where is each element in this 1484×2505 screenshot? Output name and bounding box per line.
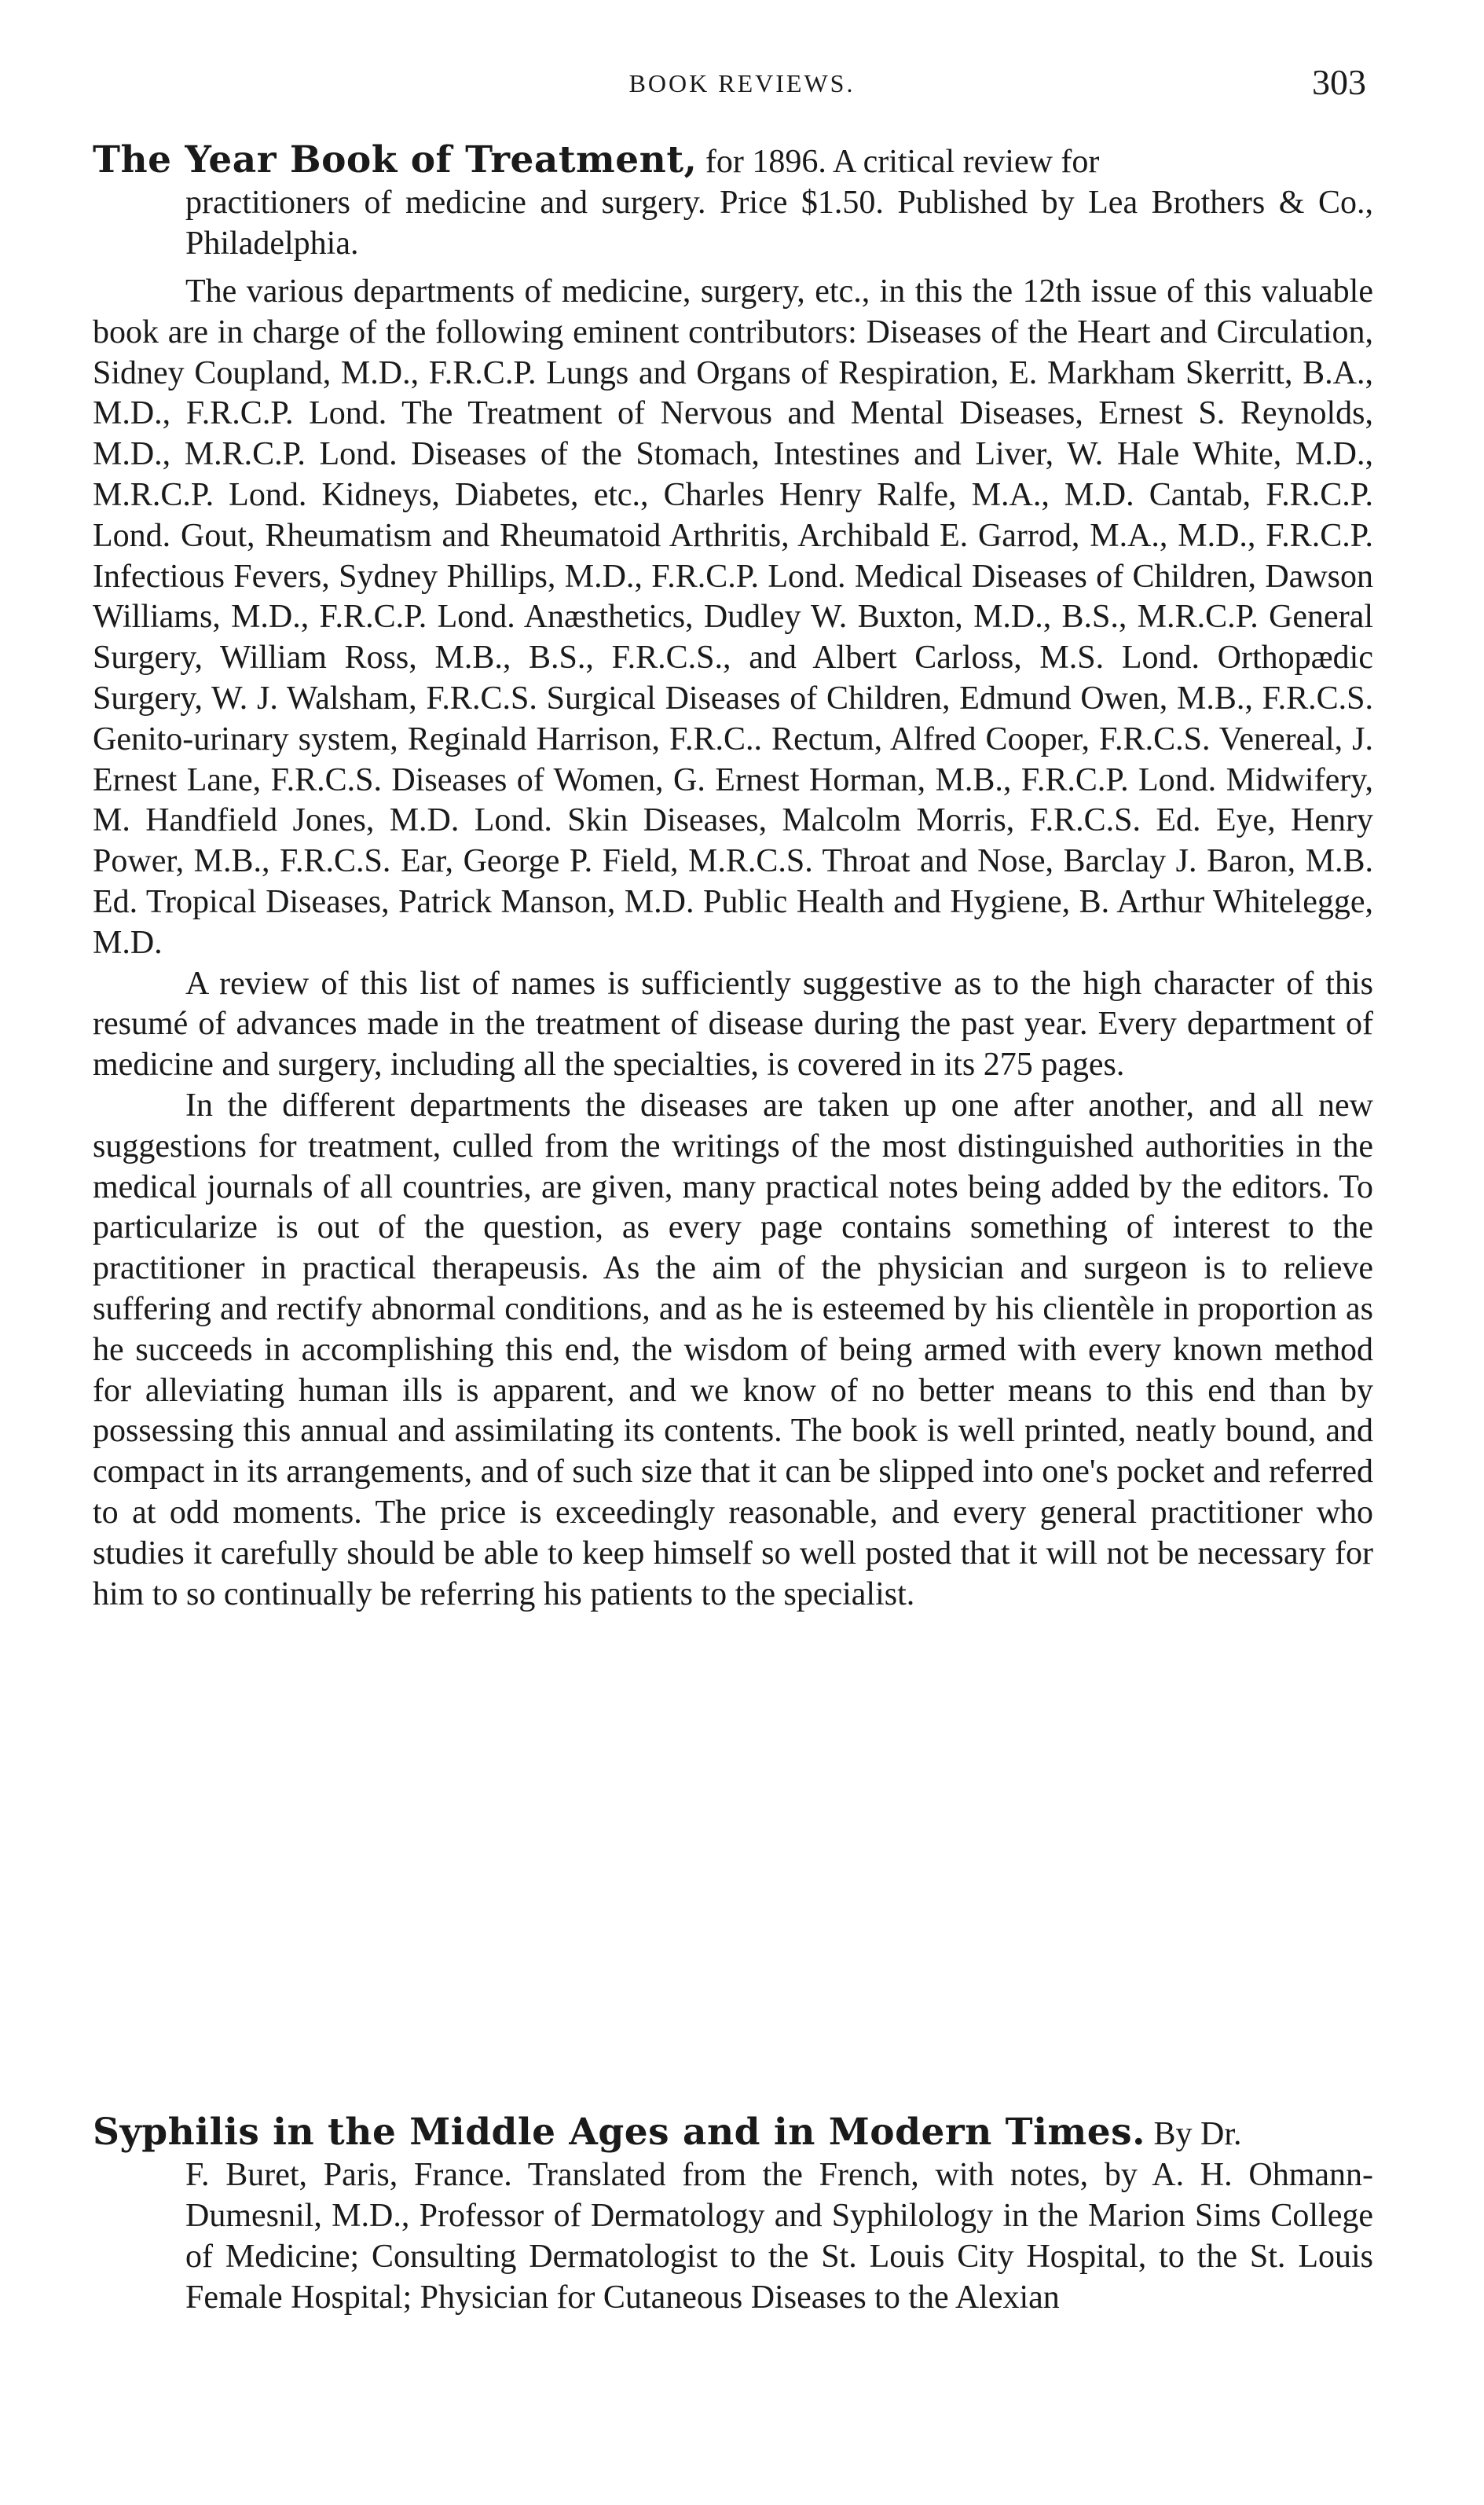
review-syphilis-middle-ages xyxy=(93,2112,1373,2318)
review-heading-continuation: practitioners of medicine and surgery. Price $1.50. Published by Lea Brothers & Co., Philadelphia. xyxy=(185,185,1373,262)
review-heading-continuation: F. Buret, Paris, France. Translated from the French, with notes, by A. H. Ohmann-Dumesnil, M.D., Professor of Dermatology and Syphilology in the Marion Sims College of Medicine; Consulting Dermatologist to the St. Louis City Hospital, to the St. Louis Female Hospital; Physician for Cutaneous Diseases to the Alexian xyxy=(185,2157,1373,2316)
review-paragraph: The various departments of medicine, surgery, etc., in this the 12th issue of this valuable book are in charge of the following eminent contributors: Diseases of the Heart and Circulation, Sidney Coupland, M.D., F.R.C.P. Lungs and Organs of Respiration, E. Markham Skerritt, B.A., M.D., F.R.C.P. Lond. The Treatment of Nervous and Mental Diseases, Ernest S. Reynolds, M.D., M.R.C.P. Lond. Diseases of the Stomach, Intestines and Liver, W. Hale White, M.D., M.R.C.P. Lond. Kidneys, Diabetes, etc., Charles Henry Ralfe, M.A., M.D. Cantab, F.R.C.P. Lond. Gout, Rheumatism and Rheumatoid Arthritis, Archibald E. Garrod, M.A., M.D., F.R.C.P. Infectious Fevers, Sydney Phillips, M.D., F.R.C.P. Lond. Medical Diseases of Children, Dawson Williams, M.D., F.R.C.P. Lond. Anæsthetics, Dudley W. Buxton, M.D., B.S., M.R.C.P. General Surgery, William Ross, M.B., B.S., F.R.C.S., and Albert Carloss, M.S. Lond. Orthopædic Surgery, W. J. Walsham, F.R.C.S. Surgical Diseases of Children, Edmund Owen, M.B., F.R.C.S. Genito-urinary system, Reginald Harrison, F.R.C.. Rectum, Alfred Cooper, F.R.C.S. Venereal, J. Ernest Lane, F.R.C.S. Diseases of Women, G. Ernest Horman, M.B., F.R.C.P. Lond. Midwifery, M. Handfield Jones, M.D. Lond. Skin Diseases, Malcolm Morris, F.R.C.S. Ed. Eye, Henry Power, M.B., F.R.C.S. Ear, George P. Field, M.R.C.S. Throat and Nose, Barclay J. Baron, M.B. Ed. Tropical Diseases, Patrick Manson, M.D. Public Health and Hygiene, B. Arthur Whitelegge, M.D. xyxy=(93,273,1373,961)
running-title: BOOK REVIEWS. xyxy=(628,69,856,97)
review-title: Syphilis in the Middle Ages and in Modern Times. xyxy=(93,2111,1145,2154)
review-title: The Year Book of Treatment, xyxy=(93,138,698,182)
review-paragraph: A review of this list of names is sufficiently suggestive as to the high character of this resumé of advances made in the treatment of disease during the past year. Every department of medicine and surgery, including all the specialties, is covered in its 275 pages. xyxy=(93,965,1373,1084)
review-heading-rest: for 1896. A critical review for xyxy=(697,144,1100,180)
review-paragraph: In the different departments the diseases are taken up one after another, and all new suggestions for treatment, culled from the writings of the most distinguished authorities in the medical journals of all countries, are given, many practical notes being added by the editors. To particularize is out of the question, as every page contains something of interest to the practitioner in practical therapeusis. As the aim of the physician and surgeon is to relieve suffering and rectify abnormal conditions, and as he is esteemed by his clientèle in proportion as he succeeds in accomplishing this end, the wisdom of being armed with every known method for alleviating human ills is apparent, and we know of no better means to this end than by possessing this annual and assimilating its contents. The book is well printed, neatly bound, and compact in its arrangements, and of such size that it can be slipped into one's pocket and referred to at odd moments. The price is exceedingly reasonable, and every general practitioner who studies it carefully should be able to keep himself so well posted that it will not be necessary for him to so continually be referring his patients to the specialist. xyxy=(93,1087,1373,1612)
review-heading xyxy=(93,140,1373,182)
review-heading xyxy=(93,2112,1373,2155)
review-heading-rest: By Dr. xyxy=(1145,2116,1242,2152)
running-head xyxy=(0,61,1484,108)
page-number: 303 xyxy=(1312,62,1366,102)
review-year-book-of-treatment xyxy=(93,140,1373,1615)
